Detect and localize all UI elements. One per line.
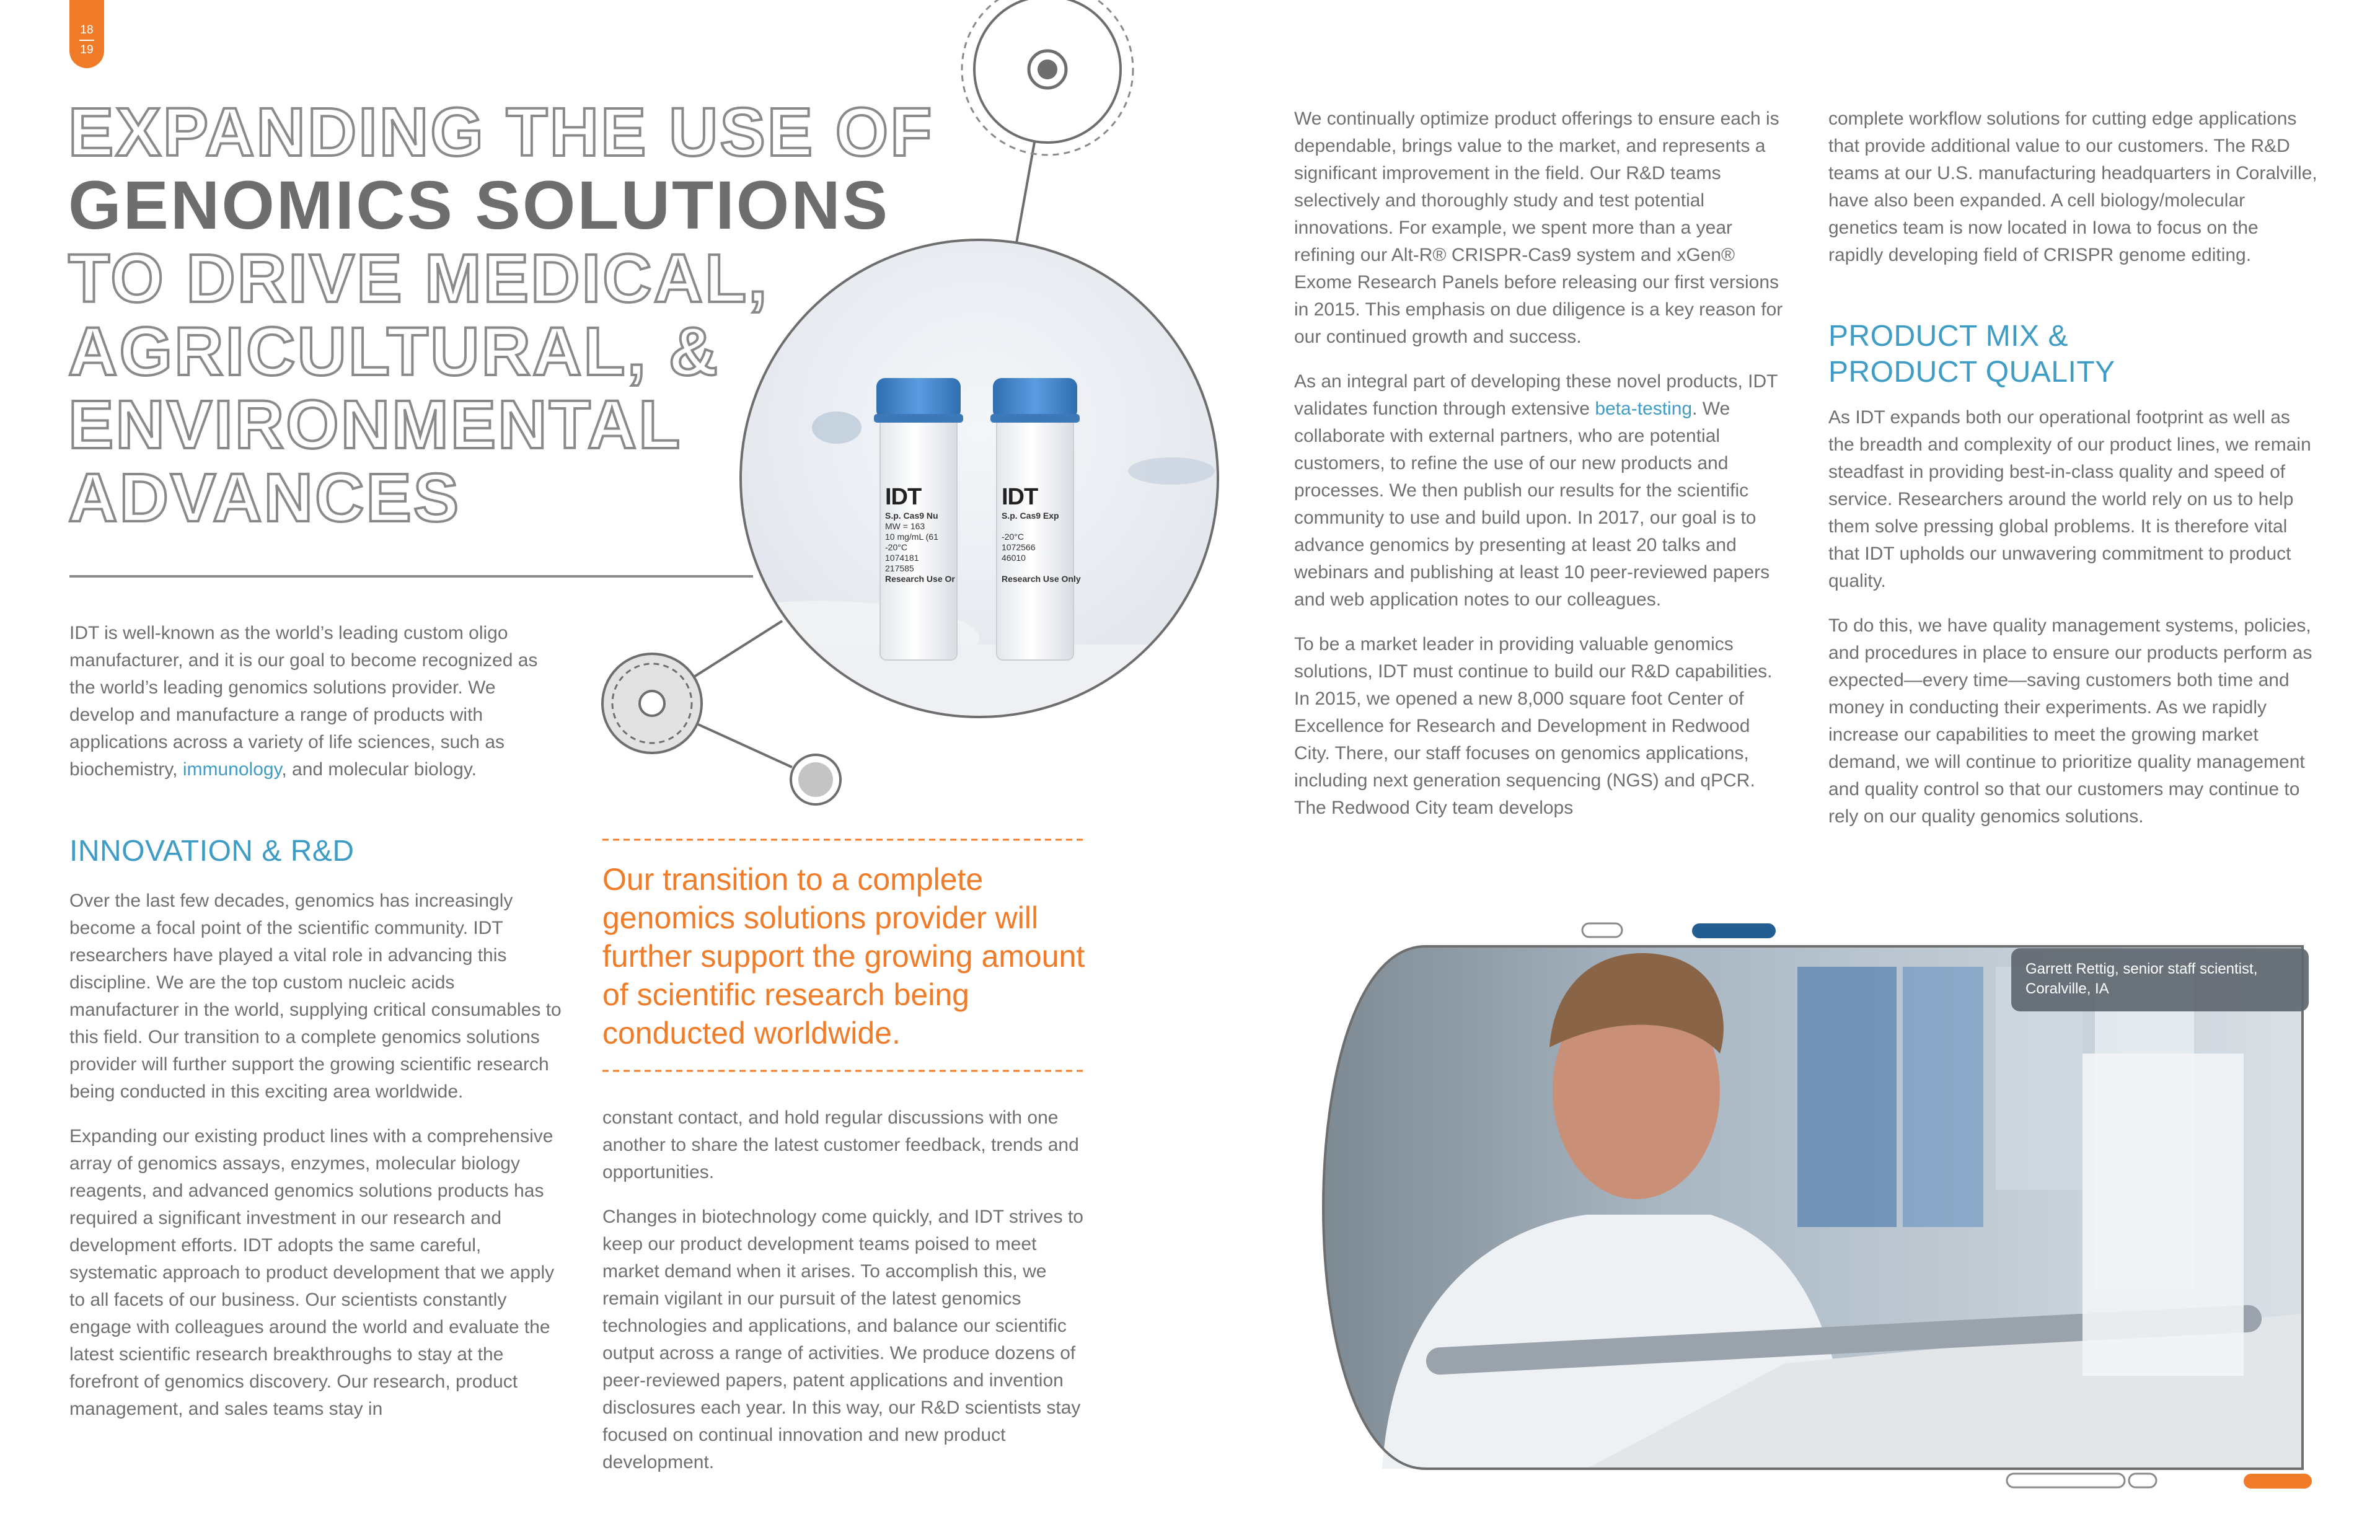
tube-label-left-line: S.p. Cas9 Nu [885, 511, 938, 521]
intro-text-end: , and molecular biology. [281, 759, 477, 780]
product-quality-heading-line-2: PRODUCT QUALITY [1828, 356, 2115, 389]
tube-label-left-line: MW = 163 [885, 521, 925, 531]
pill-decoration-orange [2244, 1474, 2312, 1489]
innovation-heading: INNOVATION & R&D [69, 835, 355, 868]
column-4-paragraph-3: To do this, we have quality management systems, policies, and procedures in place to ensure our products perform as expected—every time—saving customers both time and money in conducting their experiments. As we rapidly increase our capabilities to meet the growing market demand, we will continue to prioritize quality management and quality control so that our customers may continue to rely on our quality genomics solutions. [1828, 615, 2312, 827]
innovation-column [69, 887, 565, 1423]
column-3-text-end: . We collaborate with external partners, who are potential customers, to refine the use of our new products and processes. We then publish our results for the scientific community to use and build upon. In 2017, our goal is to advance genomics by presenting at least 20 talks and webinars and publishing at least 10 peer-reviewed papers and web application notes to our colleagues. [1294, 398, 1770, 610]
tube-label-left-line: 217585 [885, 563, 914, 573]
column-3-paragraph-1: We continually optimize product offerings to ensure each is dependable, brings value to the market, and represents a significant improvement in the field. Our R&D teams selectively and thoroughly study and test potential innovations. For example, we spent more than a year refining our Alt-R® CRISPR-Cas9 system and xGen® Exome Research Panels before releasing our first versions in 2015. This emphasis on due diligence is a key reason for our continued growth and success. [1294, 108, 1783, 347]
tube-label-left-line: Research Use Or [885, 574, 955, 584]
tube-label-right-line: 1072566 [1002, 542, 1036, 552]
innovation-paragraph-2: Expanding our existing product lines with a comprehensive array of genomics assays, enzymes, molecular biology reagents, and advanced genomics solutions products has required a significant investment in our research and development efforts. IDT adopts the same careful, systematic approach to product development that we apply to all facets of our business. Our scientists constantly engage with colleagues around the world and evaluate the latest scientific research breakthroughs to stay at the forefront of genomics discovery. Our research, product management, and sales teams stay in [69, 1126, 555, 1419]
pill-decoration-bottom [2007, 1474, 2125, 1487]
pill-decoration [1582, 923, 1622, 937]
column-3 [1294, 105, 1790, 822]
tube-label-left-line: -20°C [885, 542, 907, 552]
tube-label-left-brand: IDT [885, 484, 922, 510]
title-line-4: AGRICULTURAL, & [68, 314, 720, 390]
target-node-left-icon [602, 654, 702, 753]
scientist-photo [1323, 946, 2303, 1469]
title-line-5: ENVIRONMENTAL [68, 387, 682, 463]
intro-paragraph [69, 620, 565, 783]
column-2 [602, 1104, 1092, 1476]
column-3-paragraph-3: To be a market leader in providing valuable genomics solutions, IDT must continue to build our R&D capabilities. In 2015, we opened a new 8,000 square foot Center of Excellence for Research and Development in Redwood City. There, our staff focuses on genomics applications, including next generation sequencing (NGS) and qPCR. The Redwood City team develops [1294, 634, 1773, 818]
product-quality-heading-line-1: PRODUCT MIX & [1828, 320, 2068, 353]
column-4-paragraph-2: As IDT expands both our operational footprint as well as the breadth and complexity of our product lines, we remain steadfast in providing best-in-class quality and speed of service. Researchers around the world rely on us to help them solve pressing global problems. It is therefore vital that IDT upholds our unwavering commitment to product quality. [1828, 407, 2311, 591]
tube-label-right-line: Research Use Only [1002, 574, 1081, 584]
target-node-small-icon [791, 755, 840, 804]
tube-label-right-line: -20°C [1002, 532, 1024, 542]
pill-decoration-navy [1692, 923, 1776, 938]
pill-decoration-small [2129, 1474, 2156, 1487]
column-2-paragraph-2: Changes in biotechnology come quickly, and IDT strives to keep our product development teams poised to meet market demand when it arises. To accomplish this, we remain vigilant in our pursuit of the latest genomics technologies and applications, and balance our scientific output across a range of activities. We produce dozens of peer-reviewed papers, patent applications and invention disclosures each year. In this way, our R&D scientists stay focused on continual innovation and new product development. [602, 1207, 1083, 1472]
title-line-2: GENOMICS SOLUTIONS [68, 167, 890, 244]
column-3-text: As an integral part of developing these novel products, IDT validates function through extensive [1294, 371, 1778, 419]
target-node-top-icon [962, 0, 1133, 155]
tube-label-right-brand: IDT [1002, 484, 1038, 510]
column-3-paragraph-2 [1294, 368, 1790, 614]
immunology-link[interactable]: immunology [182, 759, 282, 780]
photo-caption-line-1: Garrett Rettig, senior staff scientist, [2025, 961, 2258, 977]
pull-quote: Our transition to a complete genomics solutions provider will further support the growing amount of scientific research being conducted worldwide. [602, 862, 1085, 1050]
innovation-paragraph-1: Over the last few decades, genomics has increasingly become a focal point of the scientific community. IDT researchers have played a vital role in advancing this discipline. We are the top custom nucleic acids manufacturer in the world, supplying critical consumables to this field. Our transition to a complete genomics solutions provider will further support the growing scientific research being conducted in this exciting area worldwide. [69, 891, 562, 1102]
tube-label-left-line: 10 mg/mL (61 [885, 532, 938, 542]
column-4-paragraph-1: complete workflow solutions for cutting edge applications that provide additional value to our customers. The R&D teams at our U.S. manufacturing headquarters in Coralville, have also been expanded. A cell biology/molecular genetics team is now located in Iowa to focus on the rapidly developing field of CRISPR genome editing. [1828, 108, 2317, 265]
page-number-right: 19 [80, 43, 94, 56]
column-4 [1828, 105, 2318, 830]
intro-text: IDT is well-known as the world’s leading custom oligo manufacturer, and it is our goal to become recognized as the world’s leading genomics solutions provider. We develop and manufacture a range of products with applications across a variety of life sciences, such as biochemistry, [69, 623, 538, 780]
tube-label-left-line: 1074181 [885, 553, 919, 563]
photo-caption-line-2: Coralville, IA [2025, 980, 2109, 997]
tube-label-right [1002, 483, 1081, 584]
title-line-6: ADVANCES [68, 460, 461, 536]
column-2-paragraph-1: constant contact, and hold regular discussions with one another to share the latest customer feedback, trends and opportunities. [602, 1107, 1079, 1182]
beta-testing-link[interactable]: beta-testing [1595, 398, 1693, 419]
title-line-1: EXPANDING THE USE OF [68, 94, 934, 170]
tube-label-right-line: S.p. Cas9 Exp [1002, 511, 1059, 521]
tube-label-right-line: 46010 [1002, 553, 1026, 563]
title-line-3: TO DRIVE MEDICAL, [68, 240, 769, 317]
tube-label-left [885, 483, 954, 584]
page-number-left: 18 [80, 24, 94, 37]
photo-caption [2025, 959, 2304, 999]
product-quality-heading [1828, 319, 2318, 390]
